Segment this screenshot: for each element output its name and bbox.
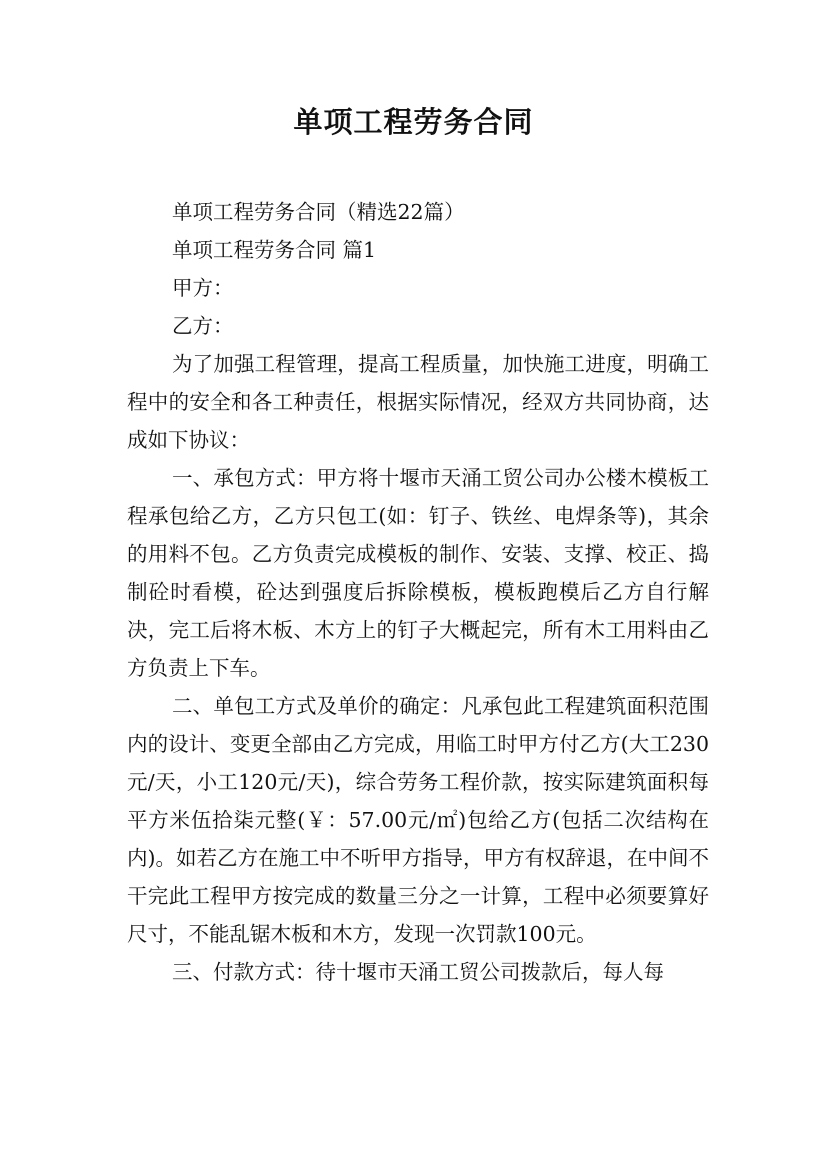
paragraph-preamble: 为了加强工程管理，提高工程质量，加快施工进度，明确工程中的安全和各工种责任，根据实际情况，经双方共同协商，达成如下协议： — [127, 352, 709, 452]
document-subtitle: 单项工程劳务合同（精选22篇） — [172, 200, 465, 224]
paragraph-clause-2: 二、单包工方式及单价的确定：凡承包此工程建筑面积范围内的设计、变更全部由乙方完成，用临工时甲方付乙方(大工230元/天，小工120元/天)，综合劳务工程价款，按实际建筑面积每平方米伍拾柒元整(￥：57.00元/㎡)包给乙方(包括二次结构在内)。如若乙方在施工中不听甲方指导，甲方有权辞退，在中间不干完此工程甲方按完成的数量三分之一计算，工程中必须要算好尺寸，不能乱锯木板和木方，发现一次罚款100元。 — [127, 694, 709, 946]
paragraph-clause-3: 三、付款方式：待十堰市天涌工贸公司拨款后，每人每 — [172, 960, 664, 984]
party-a-line: 甲方： — [172, 276, 234, 300]
section-heading: 单项工程劳务合同 篇1 — [172, 238, 377, 262]
document-title: 单项工程劳务合同 — [293, 105, 534, 139]
paragraph-clause-1: 一、承包方式：甲方将十堰市天涌工贸公司办公楼木模板工程承包给乙方，乙方只包工(如：钉子、铁丝、电焊条等)，其余的用料不包。乙方负责完成模板的制作、安装、支撑、校正、捣制砼时看模，砼达到强度后拆除模板，模板跑模后乙方自行解决，完工后将木板、木方上的钉子大概起完，所有木工用料由乙方负责上下车。 — [127, 466, 709, 680]
document-body — [127, 193, 709, 991]
party-b-line: 乙方： — [172, 314, 234, 338]
